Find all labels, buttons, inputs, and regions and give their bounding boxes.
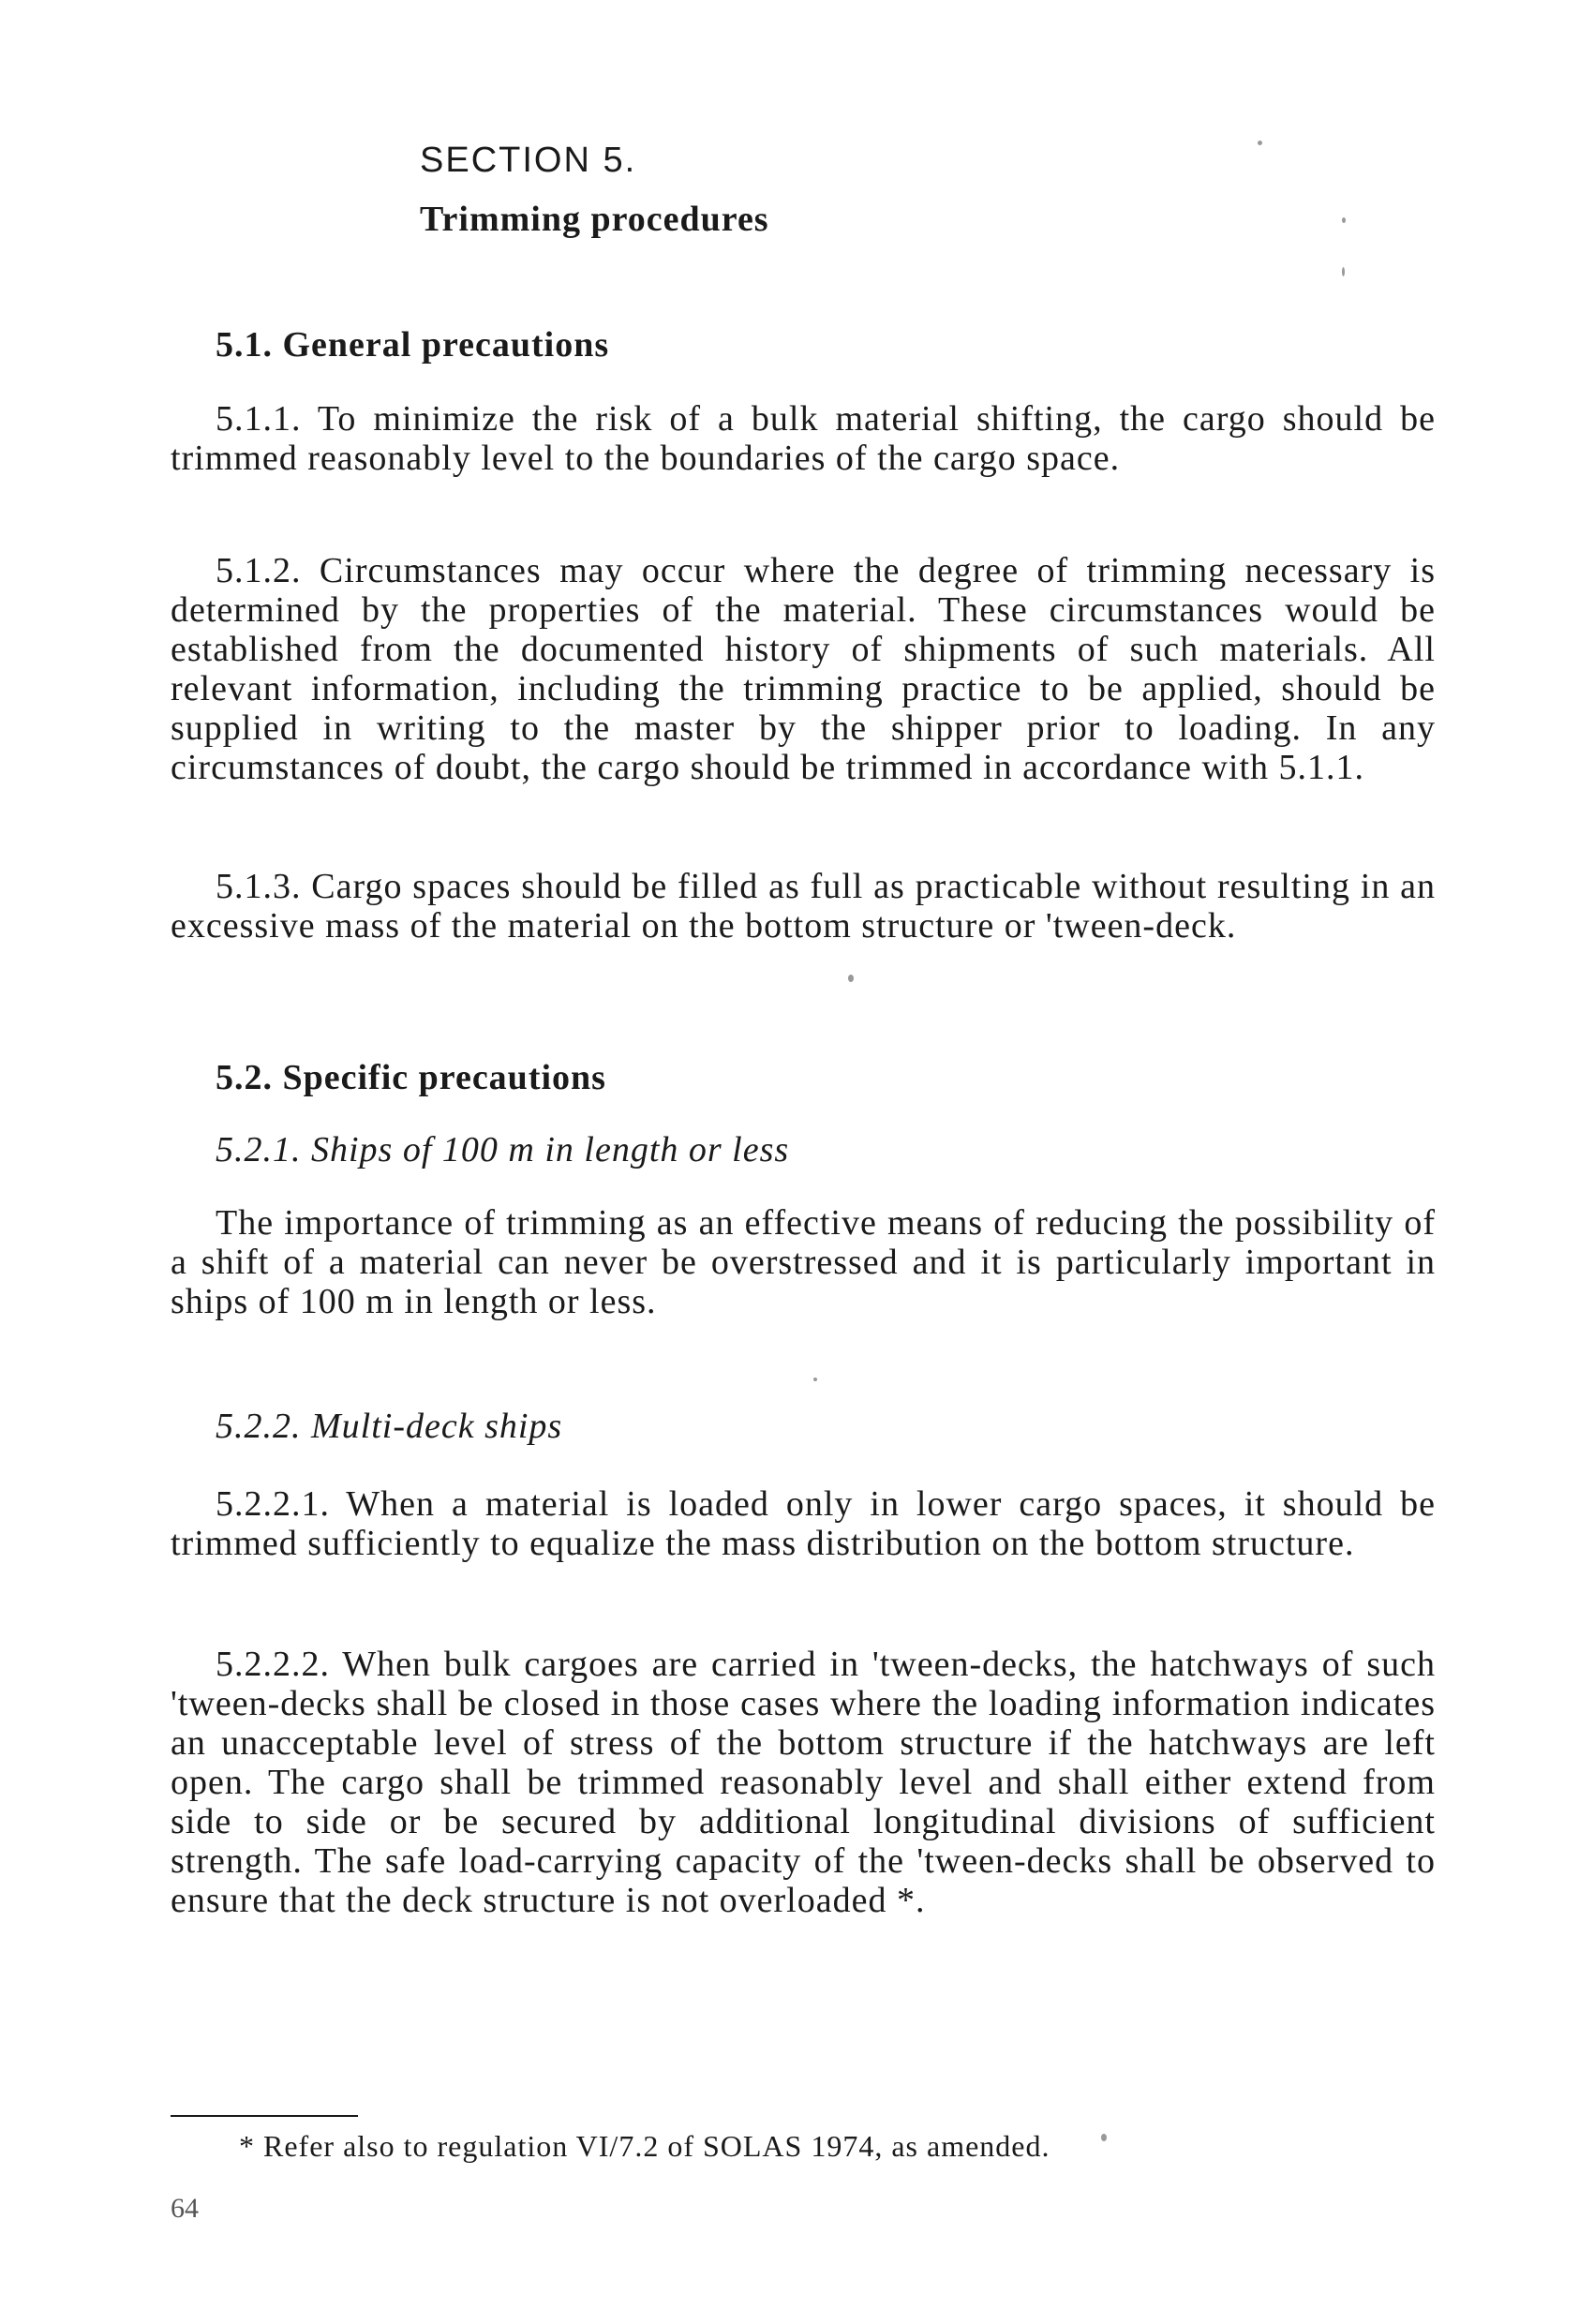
heading-ships-100m: 5.2.1. Ships of 100 m in length or less	[216, 1130, 790, 1169]
paragraph-5-2-1-text: The importance of trimming as an effective means of reducing the possibility of a shift of a material can never be overstressed and it is particularly important in ships of 100 m in length or less.	[171, 1203, 1436, 1321]
paragraph-5-1-1-text: 5.1.1. To minimize the risk of a bulk material shifting, the cargo should be trimmed reasonably level to the boundaries of the cargo space.	[171, 399, 1436, 478]
heading-specific-precautions: 5.2. Specific precautions	[216, 1058, 606, 1097]
paragraph-5-2-2-2	[171, 1645, 1436, 1920]
scan-speck	[1342, 217, 1346, 223]
paragraph-5-2-1	[171, 1203, 1436, 1321]
scan-speck	[848, 975, 854, 982]
section-subtitle: Trimming procedures	[420, 200, 769, 239]
section-title: SECTION 5.	[420, 141, 637, 180]
footnote-divider	[171, 2115, 358, 2117]
paragraph-5-1-3-text: 5.1.3. Cargo spaces should be filled as full as practicable without resulting in an excessive mass of the material on the bottom structure or 'tween-deck.	[171, 867, 1436, 946]
scan-speck	[1258, 141, 1262, 145]
paragraph-5-2-2-1	[171, 1484, 1436, 1563]
paragraph-5-1-2	[171, 551, 1436, 787]
paragraph-5-1-3	[171, 867, 1436, 946]
paragraph-5-1-1	[171, 399, 1436, 478]
scan-speck	[813, 1378, 817, 1381]
paragraph-5-2-2-2-text: 5.2.2.2. When bulk cargoes are carried in 'tween-decks, the hatchways of such 'tween-decks shall be closed in those cases where the loading information indicates an unacceptable level of stress of the bottom structure if the hatchways are left open. The cargo shall be trimmed reasonably level and shall either extend from side to side or be secured by additional longitudinal divisions of sufficient strength. The safe load-carrying capacity of the 'tween-decks shall be observed to ensure that the deck structure is not overloaded *.	[171, 1645, 1436, 1920]
page-number: 64	[171, 2193, 199, 2224]
paragraph-5-1-2-text: 5.1.2. Circumstances may occur where the degree of trimming necessary is determined by the properties of the material. These circumstances would be established from the documented history of shipments of such materials. All relevant information, including the trimming practice to be applied, should be supplied in writing to the master by the shipper prior to loading. In any circumstances of doubt, the cargo should be trimmed in accordance with 5.1.1.	[171, 551, 1436, 787]
footnote: * Refer also to regulation VI/7.2 of SOLAS 1974, as amended.	[239, 2129, 1050, 2163]
heading-multi-deck-ships: 5.2.2. Multi-deck ships	[216, 1407, 563, 1446]
scan-speck	[1342, 267, 1345, 276]
scan-speck	[1101, 2134, 1107, 2141]
heading-general-precautions: 5.1. General precautions	[216, 325, 610, 365]
paragraph-5-2-2-1-text: 5.2.2.1. When a material is loaded only in lower cargo spaces, it should be trimmed sufficiently to equalize the mass distribution on the bottom structure.	[171, 1484, 1436, 1563]
